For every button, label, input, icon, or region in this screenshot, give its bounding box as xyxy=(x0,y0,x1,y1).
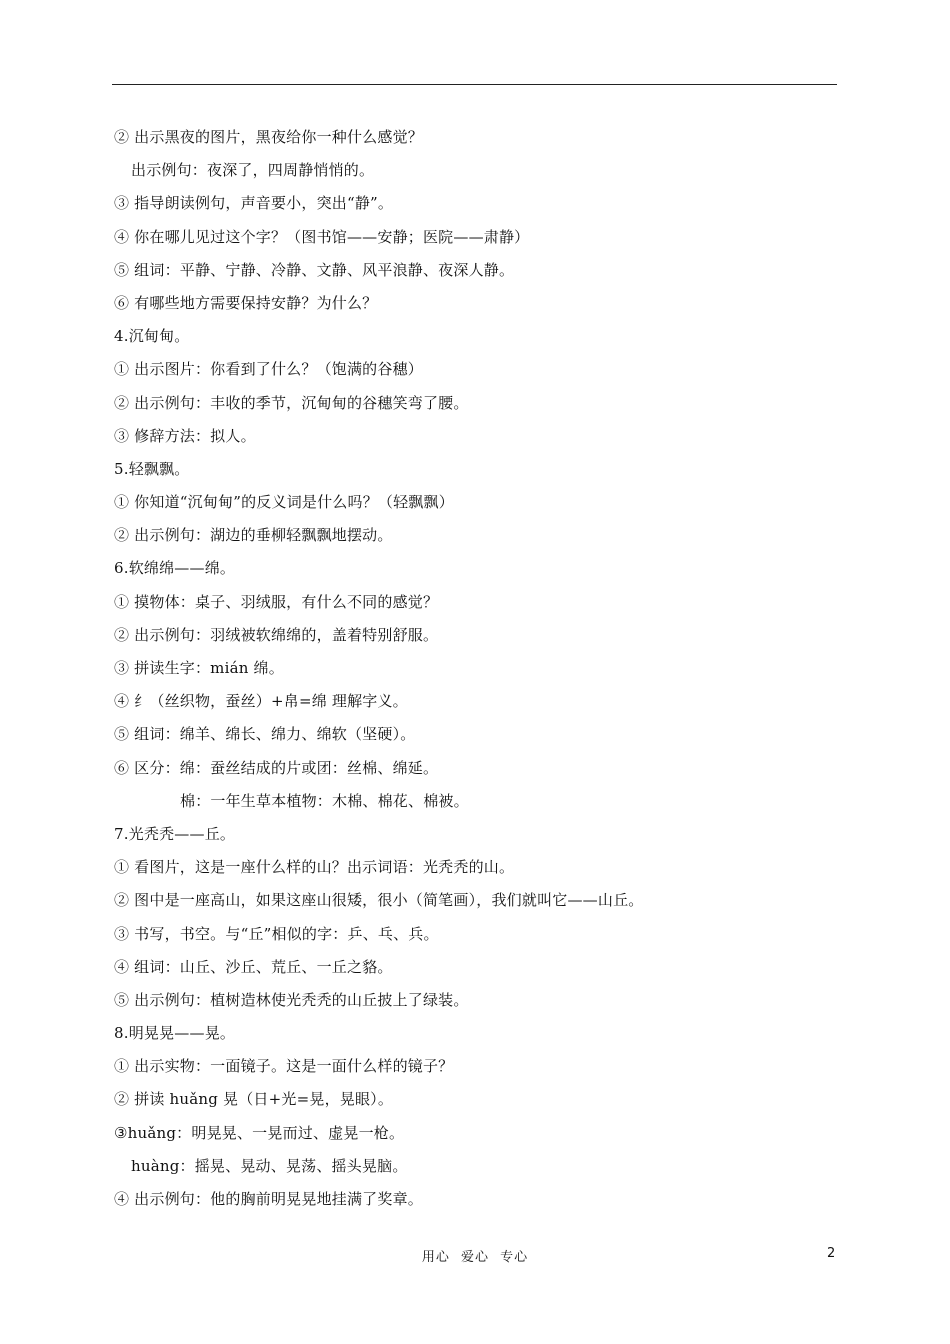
text-line: ③ 修辞方法：拟人。 xyxy=(114,426,256,445)
text-line: ① 出示图片：你看到了什么？（饱满的谷穗） xyxy=(114,360,423,379)
text-line: ⑤ 组词：平静、宁静、冷静、文静、风平浪静、夜深人静。 xyxy=(114,260,515,279)
text-line: ② 图中是一座高山，如果这座山很矮，很小（简笔画），我们就叫它——山丘。 xyxy=(114,891,644,910)
section-heading: 5.轻飘飘。 xyxy=(114,459,190,478)
text-line: ① 看图片，这是一座什么样的山？出示词语：光秃秃的山。 xyxy=(114,858,515,877)
page-number: 2 xyxy=(827,1246,836,1261)
text-line: ③ 指导朗读例句，声音要小，突出“静”。 xyxy=(114,194,394,213)
text-line: ② 出示黑夜的图片，黑夜给你一种什么感觉？ xyxy=(114,128,423,146)
text-line: ③ 书写，书空。与“丘”相似的字：乒、乓、兵。 xyxy=(114,924,439,943)
document-body xyxy=(114,121,844,1216)
section-heading: 4.沉甸甸。 xyxy=(114,327,190,346)
section-heading: 7.光秃秃——丘。 xyxy=(114,824,236,843)
text-line: ④ 纟（丝织物，蚕丝）+帛=绵 理解字义。 xyxy=(114,692,408,711)
text-line: ③huǎng：明晃晃、一晃而过、虚晃一枪。 xyxy=(114,1123,405,1142)
text-line: ② 拼读 huǎng 晃（日+光=晃，晃眼）。 xyxy=(114,1090,394,1109)
text-line: ② 出示例句：丰收的季节，沉甸甸的谷穗笑弯了腰。 xyxy=(114,393,469,412)
text-line: ⑥ 区分：绵：蚕丝结成的片或团：丝棉、绵延。 xyxy=(114,758,439,777)
text-line: ① 你知道“沉甸甸”的反义词是什么吗？（轻飘飘） xyxy=(114,493,454,512)
page-footer: 用心 爱心 专心 xyxy=(421,1250,529,1265)
text-line: ④ 你在哪儿见过这个字？（图书馆——安静；医院——肃静） xyxy=(114,227,530,246)
text-line: huàng：摇晃、晃动、晃荡、摇头晃脑。 xyxy=(131,1156,408,1175)
text-line: ④ 出示例句：他的胸前明晃晃地挂满了奖章。 xyxy=(114,1190,423,1208)
section-heading: 6.软绵绵——绵。 xyxy=(114,559,236,578)
text-line: 出示例句：夜深了，四周静悄悄的。 xyxy=(131,161,375,180)
text-line: ③ 拼读生字：mián 绵。 xyxy=(114,659,284,677)
section-heading: 8.明晃晃——晃。 xyxy=(114,1024,236,1043)
text-line: ① 出示实物：一面镜子。这是一面什么样的镜子？ xyxy=(114,1057,454,1076)
text-line: ⑤ 组词：绵羊、绵长、绵力、绵软（坚硬）。 xyxy=(114,725,416,744)
text-line: ① 摸物体：桌子、羽绒服，有什么不同的感觉？ xyxy=(114,592,439,611)
text-line: ② 出示例句：羽绒被软绵绵的，盖着特别舒服。 xyxy=(114,625,439,644)
text-line: ⑤ 出示例句：植树造林使光秃秃的山丘披上了绿装。 xyxy=(114,990,469,1009)
header-rule xyxy=(112,84,837,85)
text-line: ② 出示例句：湖边的垂柳轻飘飘地摆动。 xyxy=(114,526,393,545)
text-line: 棉：一年生草本植物：木棉、棉花、棉被。 xyxy=(180,791,469,810)
text-line: ⑥ 有哪些地方需要保持安静？为什么？ xyxy=(114,293,378,312)
text-line: ④ 组词：山丘、沙丘、荒丘、一丘之貉。 xyxy=(114,957,393,976)
